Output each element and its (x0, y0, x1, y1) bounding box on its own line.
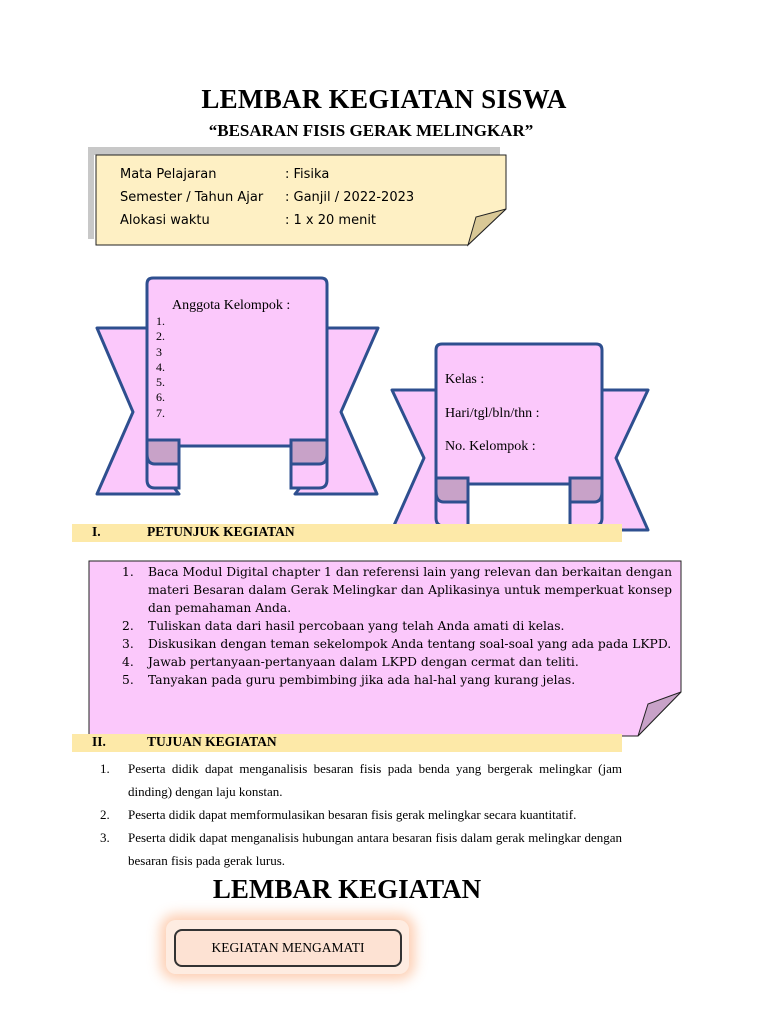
list-item: 6. (156, 390, 165, 405)
class-info-ribbon (390, 342, 650, 532)
item-number: 2. (122, 619, 134, 633)
info-value: : Fisika (285, 167, 330, 182)
item-text: Baca Modul Digital chapter 1 dan referensi lain yang relevan dan berkaitan dengan materi Besaran dalam Gerak Melingkar dan Aplikasinya untuk memperkuat konsep dan pemahaman Anda. (148, 565, 672, 615)
date-label: Hari/tgl/bln/thn : (445, 406, 540, 421)
list-item (118, 653, 672, 671)
list-item (97, 757, 622, 803)
list-item (118, 563, 672, 617)
item-text: Jawab pertanyaan-pertanyaan dalam LKPD dengan cermat dan teliti. (148, 655, 579, 669)
observe-activity-button[interactable]: KEGIATAN MENGAMATI (174, 929, 402, 967)
list-item (118, 671, 672, 689)
list-item (118, 635, 672, 653)
info-label: Semester / Tahun Ajar (120, 190, 264, 205)
list-item: 2. (156, 329, 165, 344)
item-number: 3. (100, 830, 110, 845)
list-item: 7. (156, 405, 165, 420)
item-text: Peserta didik dapat menganalisis besaran fisis pada benda yang bergerak melingkar (jam dinding) dengan laju konstan. (128, 761, 622, 799)
list-item (118, 617, 672, 635)
section-title: PETUNJUK KEGIATAN (147, 524, 295, 539)
instructions-list (118, 563, 672, 689)
section-number: II. (92, 734, 106, 749)
item-number: 1. (122, 565, 134, 579)
group-heading: Anggota Kelompok : (172, 298, 291, 313)
info-label: Mata Pelajaran (120, 167, 217, 182)
item-number: 4. (122, 655, 134, 669)
group-number-label: No. Kelompok : (445, 439, 536, 454)
info-row-time (120, 213, 377, 228)
list-item: 4. (156, 359, 165, 374)
page-subtitle: “BESARAN FISIS GERAK MELINGKAR” (208, 121, 534, 140)
item-number: 2. (100, 807, 110, 822)
list-item: 1. (156, 314, 165, 328)
objectives-list (97, 757, 622, 872)
info-row-subject (120, 167, 330, 182)
item-number: 1. (100, 761, 110, 776)
activity-title: LEMBAR KEGIATAN (212, 874, 482, 904)
page-title: LEMBAR KEGIATAN SISWA (201, 84, 567, 114)
item-number: 3. (122, 637, 134, 651)
info-value: : 1 x 20 menit (285, 213, 377, 228)
group-member-list (156, 314, 165, 421)
section-number: I. (92, 524, 101, 539)
class-label: Kelas : (445, 372, 485, 387)
list-item: 5. (156, 375, 165, 390)
item-text: Diskusikan dengan teman sekelompok Anda tentang soal-soal yang ada pada LKPD. (148, 637, 672, 651)
info-row-semester (120, 190, 415, 205)
item-text: Tuliskan data dari hasil percobaan yang telah Anda amati di kelas. (148, 619, 565, 633)
list-item (97, 826, 622, 872)
item-text: Peserta didik dapat memformulasikan besaran fisis gerak melingkar secara kuantitatif. (128, 807, 577, 822)
item-number: 5. (122, 673, 134, 687)
item-text: Peserta didik dapat menganalisis hubungan antara besaran fisis dalam gerak melingkar dengan besaran fisis pada gerak lurus. (128, 830, 622, 868)
info-value: : Ganjil / 2022-2023 (285, 190, 415, 205)
info-label: Alokasi waktu (120, 213, 210, 228)
list-item (97, 803, 622, 826)
item-text: Tanyakan pada guru pembimbing jika ada hal-hal yang kurang jelas. (148, 673, 576, 687)
section-title: TUJUAN KEGIATAN (147, 734, 277, 749)
list-item: 3 (156, 344, 162, 359)
